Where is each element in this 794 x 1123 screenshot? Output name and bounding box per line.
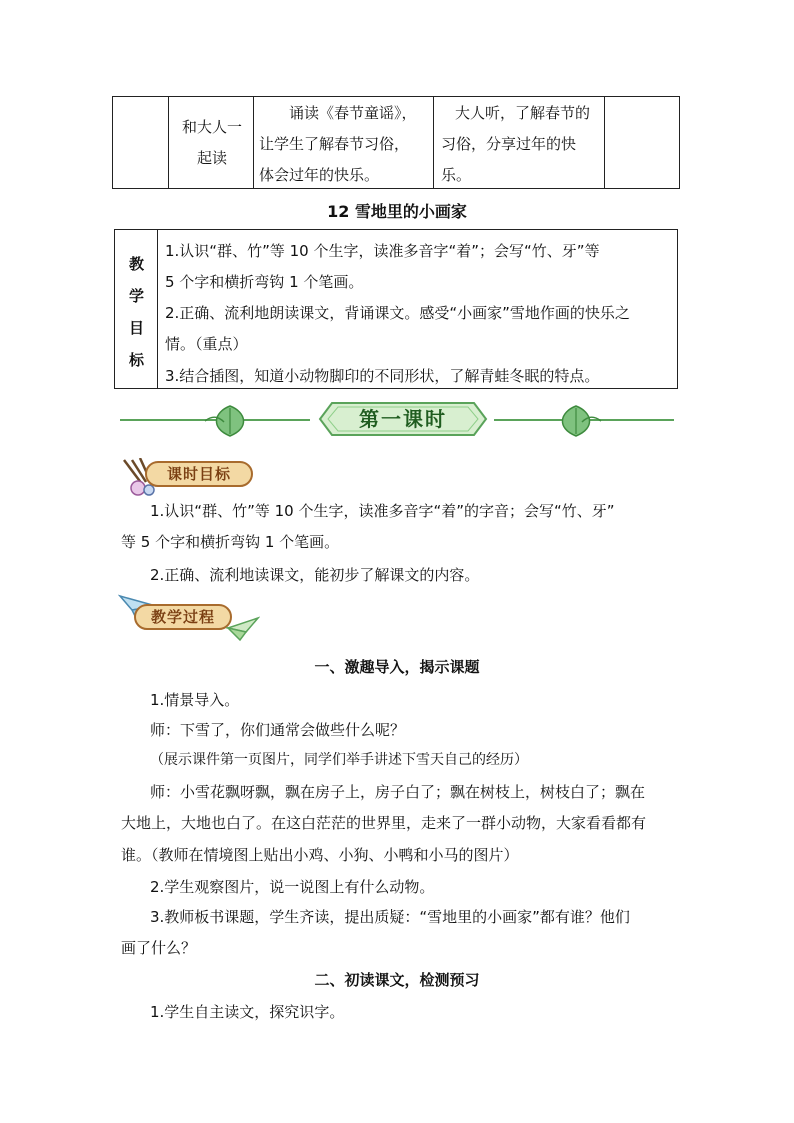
lesson-goal-line: 2.正确、流利地读课文，能初步了解课文的内容。 <box>150 566 480 584</box>
lesson-goal-tag: 课时目标 <box>145 461 253 487</box>
goals-table <box>114 229 678 389</box>
cell-line: 让学生了解春节习俗， <box>259 135 410 153</box>
goals-label <box>115 230 158 388</box>
table-divider <box>604 97 605 188</box>
lesson-title: 12 雪地里的小画家 <box>327 202 467 221</box>
table-divider <box>433 97 434 188</box>
paragraph: 1.学生自主读文，探究识字。 <box>150 1003 345 1021</box>
lesson-goal-line: 1.认识“群、竹”等 10 个生字，读准多音字“着”的字音；会写“竹、牙” <box>150 502 615 520</box>
cell-line: 习俗，分享过年的快 <box>441 135 577 153</box>
table-cell-activity <box>175 112 249 174</box>
cell-line: 乐。 <box>441 166 472 184</box>
goals-label-char: 目 <box>128 319 144 337</box>
goals-label-char: 学 <box>128 287 144 305</box>
top-table <box>112 96 680 189</box>
goals-label-char: 标 <box>128 351 144 369</box>
table-divider <box>253 97 254 188</box>
table-cell-content <box>259 98 431 191</box>
paragraph: 谁。（教师在情境图上贴出小鸡、小狗、小鸭和小马的图片） <box>121 846 519 864</box>
cell-line: 大人听，了解春节的 <box>455 104 591 122</box>
paper-plane-icon <box>226 616 260 642</box>
paragraph: 3.教师板书课题，学生齐读，提出质疑：“雪地里的小画家”都有谁？他们 <box>150 908 630 926</box>
table-divider <box>168 97 169 188</box>
goal-line: 1.认识“群、竹”等 10 个生字，读准多音字“着”；会写“竹、牙”等 <box>165 242 600 260</box>
goal-line: 5 个字和横折弯钩 1 个笔画。 <box>165 273 364 291</box>
cell-line: 起读 <box>196 149 227 167</box>
cell-line: 诵读《春节童谣》， <box>289 104 417 122</box>
paragraph: 师：下雪了，你们通常会做些什么呢？ <box>150 721 406 739</box>
paragraph: 2.学生观察图片，说一说图上有什么动物。 <box>150 878 435 896</box>
lesson-banner <box>318 401 488 437</box>
section-title: 二、初读课文，检测预习 <box>314 971 480 989</box>
section-title: 一、激趣导入，揭示课题 <box>314 658 480 676</box>
paragraph: 画了什么？ <box>121 939 197 957</box>
paragraph: （展示课件第一页图片，同学们举手讲述下雪天自己的经历） <box>150 752 528 768</box>
lesson-goal-line: 等 5 个字和横折弯钩 1 个笔画。 <box>121 533 340 551</box>
goal-line: 2.正确、流利地朗读课文，背诵课文。感受“小画家”雪地作画的快乐之 <box>165 304 630 322</box>
paragraph: 师：小雪花飘呀飘，飘在房子上，房子白了；飘在树枝上，树枝白了；飘在 <box>150 783 646 801</box>
goal-line: 情。（重点） <box>165 335 248 353</box>
cell-line: 体会过年的快乐。 <box>259 166 380 184</box>
goals-label-char: 教 <box>128 255 144 273</box>
process-tag: 教学过程 <box>134 604 232 630</box>
goal-line: 3.结合插图，知道小动物脚印的不同形状，了解青蛙冬眠的特点。 <box>165 367 600 385</box>
paragraph: 1.情景导入。 <box>150 691 240 709</box>
leaf-icon <box>200 404 260 438</box>
table-cell-goal <box>441 98 603 191</box>
leaf-icon <box>546 404 606 438</box>
paragraph: 大地上，大地也白了。在这白茫茫的世界里，走来了一群小动物，大家看看都有 <box>121 814 647 832</box>
banner-text: 第一课时 <box>359 407 447 431</box>
cell-line: 和大人一 <box>181 118 242 136</box>
